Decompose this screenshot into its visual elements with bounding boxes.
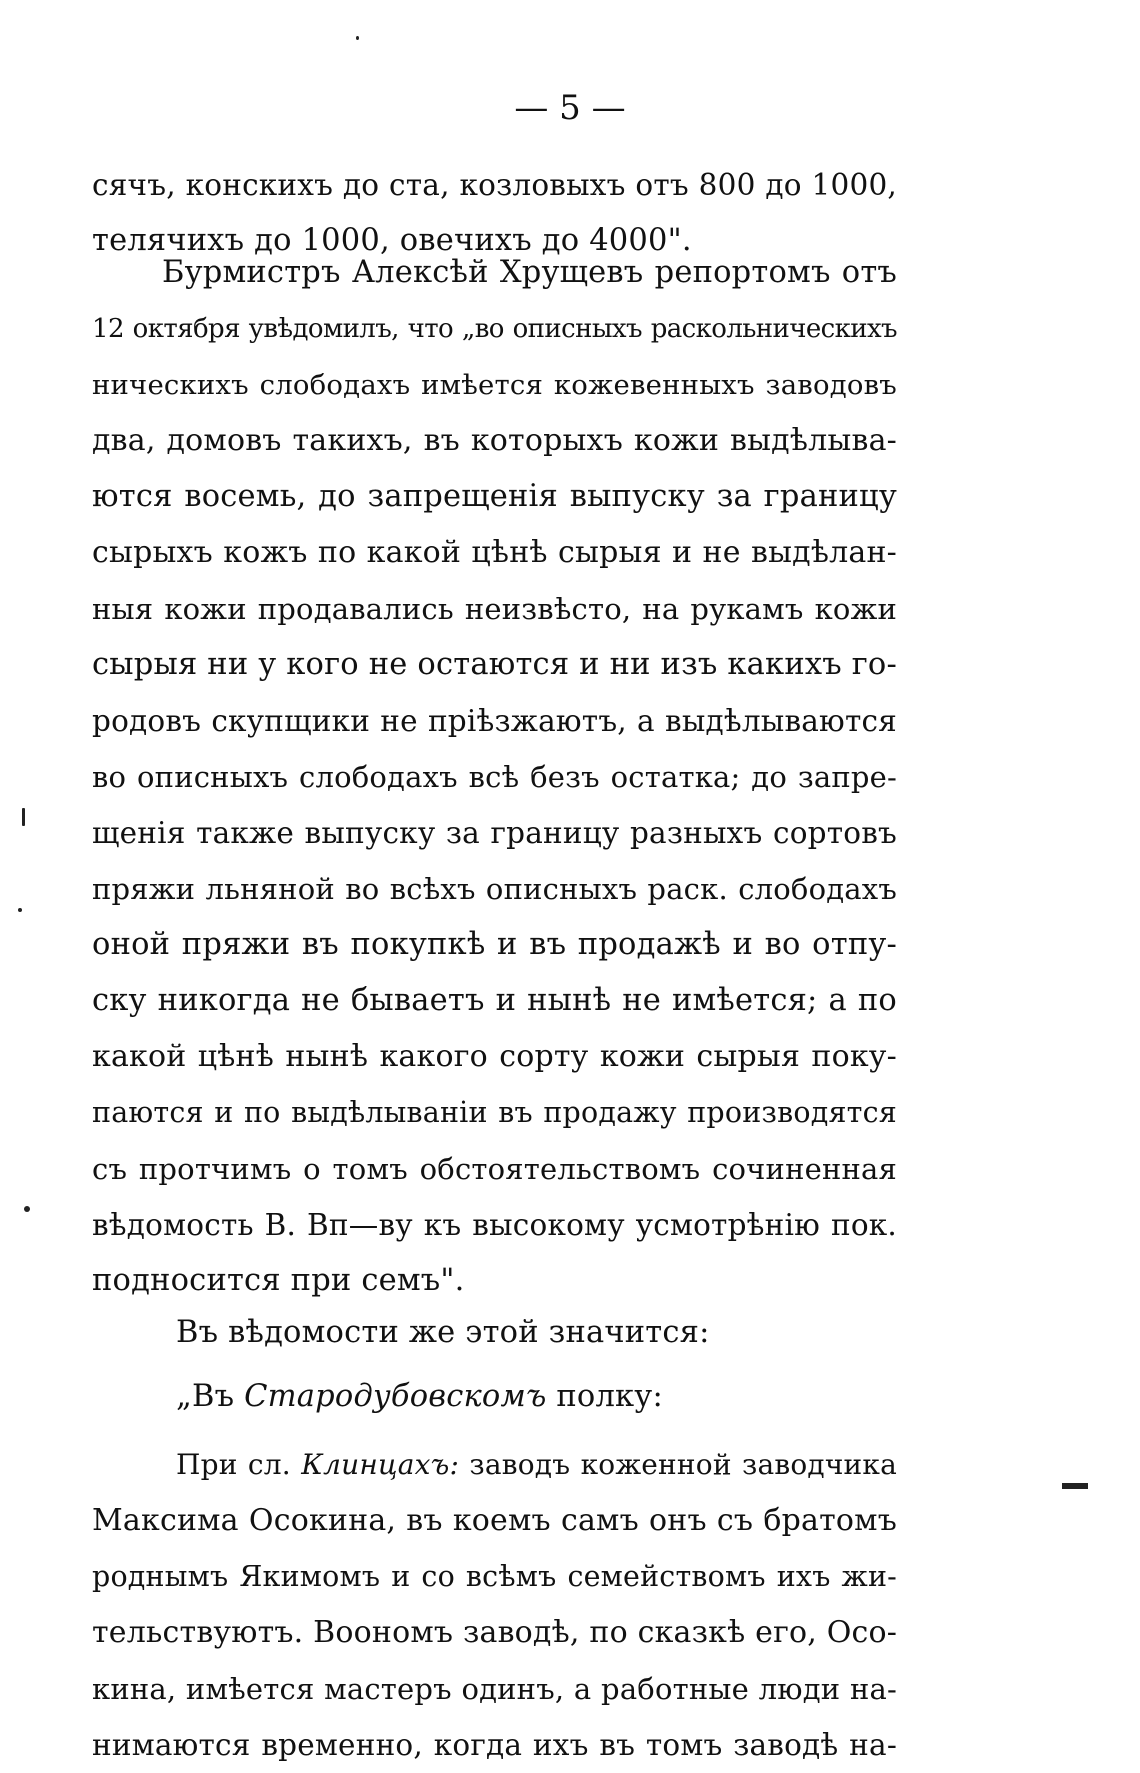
text-line: сырыя ни у кого не остаются и ни изъ какихъ го- <box>92 647 897 682</box>
heading-prefix: „Въ <box>176 1379 245 1414</box>
scan-speck <box>356 36 359 40</box>
scan-edge-mark <box>1062 1483 1088 1489</box>
heading-place-name: Стародубовскомъ <box>244 1379 547 1414</box>
line-prefix: При сл. <box>176 1448 302 1481</box>
text-line: кина, имѣется мастеръ одинъ, а работные люди на- <box>92 1672 897 1706</box>
text-line: сячъ, конскихъ до ста, козловыхъ отъ 800 до 1000, <box>92 168 897 202</box>
text-line: паются и по выдѣлываніи въ продажу производятся <box>92 1096 897 1129</box>
text-line: ску никогда не бываетъ и нынѣ не имѣется; а по <box>92 983 897 1018</box>
text-line: вѣдомость В. Вп—ву къ высокому усмотрѣнію пок. <box>92 1208 897 1242</box>
line-place-name: Клинцахъ: <box>301 1448 460 1481</box>
paragraph-3 <box>92 1305 897 1361</box>
text-line: тельствуютъ. Воономъ заводѣ, по сказкѣ его, Осо- <box>92 1615 898 1650</box>
scan-speck <box>18 908 22 912</box>
text-line: какой цѣнѣ нынѣ какого сорту кожи сырыя поку- <box>92 1039 897 1074</box>
text-line: нимаются временно, когда ихъ въ томъ заводѣ на- <box>92 1728 897 1762</box>
text-line: ническихъ слободахъ имѣется кожевенныхъ заводовъ <box>92 369 897 401</box>
text-line: щенія также выпуску за границу разныхъ сортовъ <box>92 816 897 850</box>
heading-suffix: полку: <box>546 1379 663 1414</box>
text-line: Въ вѣдомости же этой значится: <box>176 1315 710 1350</box>
text-line: ныя кожи продавались неизвѣсто, на рукамъ кожи <box>92 592 897 626</box>
scan-speck <box>24 1206 30 1212</box>
text-line: Бурмистръ Алексѣй Хрущевъ репортомъ отъ <box>162 255 897 290</box>
text-line: во описныхъ слободахъ всѣ безъ остатка; до запре- <box>92 760 897 794</box>
text-line: ются восемь, до запрещенія выпуску за границу <box>92 479 897 514</box>
text-line: подносится при семъ". <box>92 1263 465 1298</box>
paragraph-4 <box>92 1369 897 1425</box>
scan-speck <box>22 808 25 826</box>
paragraph-2 <box>92 245 897 1309</box>
text-line: 12 октября увѣдомилъ, что „во описныхъ раскольническихъ <box>92 314 897 344</box>
text-line: Максима Осокина, въ коемъ самъ онъ съ братомъ <box>92 1503 897 1538</box>
regiment-heading <box>92 1369 897 1425</box>
text-line: родовъ скупщики не пріѣзжаютъ, а выдѣлываются <box>92 704 897 738</box>
text-line: пряжи льняной во всѣхъ описныхъ раск. слободахъ <box>92 872 897 906</box>
page-number: — 5 — <box>514 88 626 128</box>
text-line: съ протчимъ о томъ обстоятельствомъ сочиненная <box>92 1152 897 1186</box>
text-line: роднымъ Якимомъ и со всѣмъ семействомъ ихъ жи- <box>92 1560 897 1593</box>
text-line: сырыхъ кожъ по какой цѣнѣ сырыя и не выдѣлан- <box>92 535 897 570</box>
text-line: телячихъ до 1000, овечихъ до 4000". <box>92 223 692 258</box>
line-suffix: заводъ коженной заводчика <box>459 1448 898 1481</box>
paragraph-5 <box>92 1437 897 1773</box>
text-line: два, домовъ такихъ, въ которыхъ кожи выдѣлыва- <box>92 423 897 458</box>
text-line: оной пряжи въ покупкѣ и въ продажѣ и во отпу- <box>92 927 897 962</box>
text-line <box>92 1437 897 1493</box>
